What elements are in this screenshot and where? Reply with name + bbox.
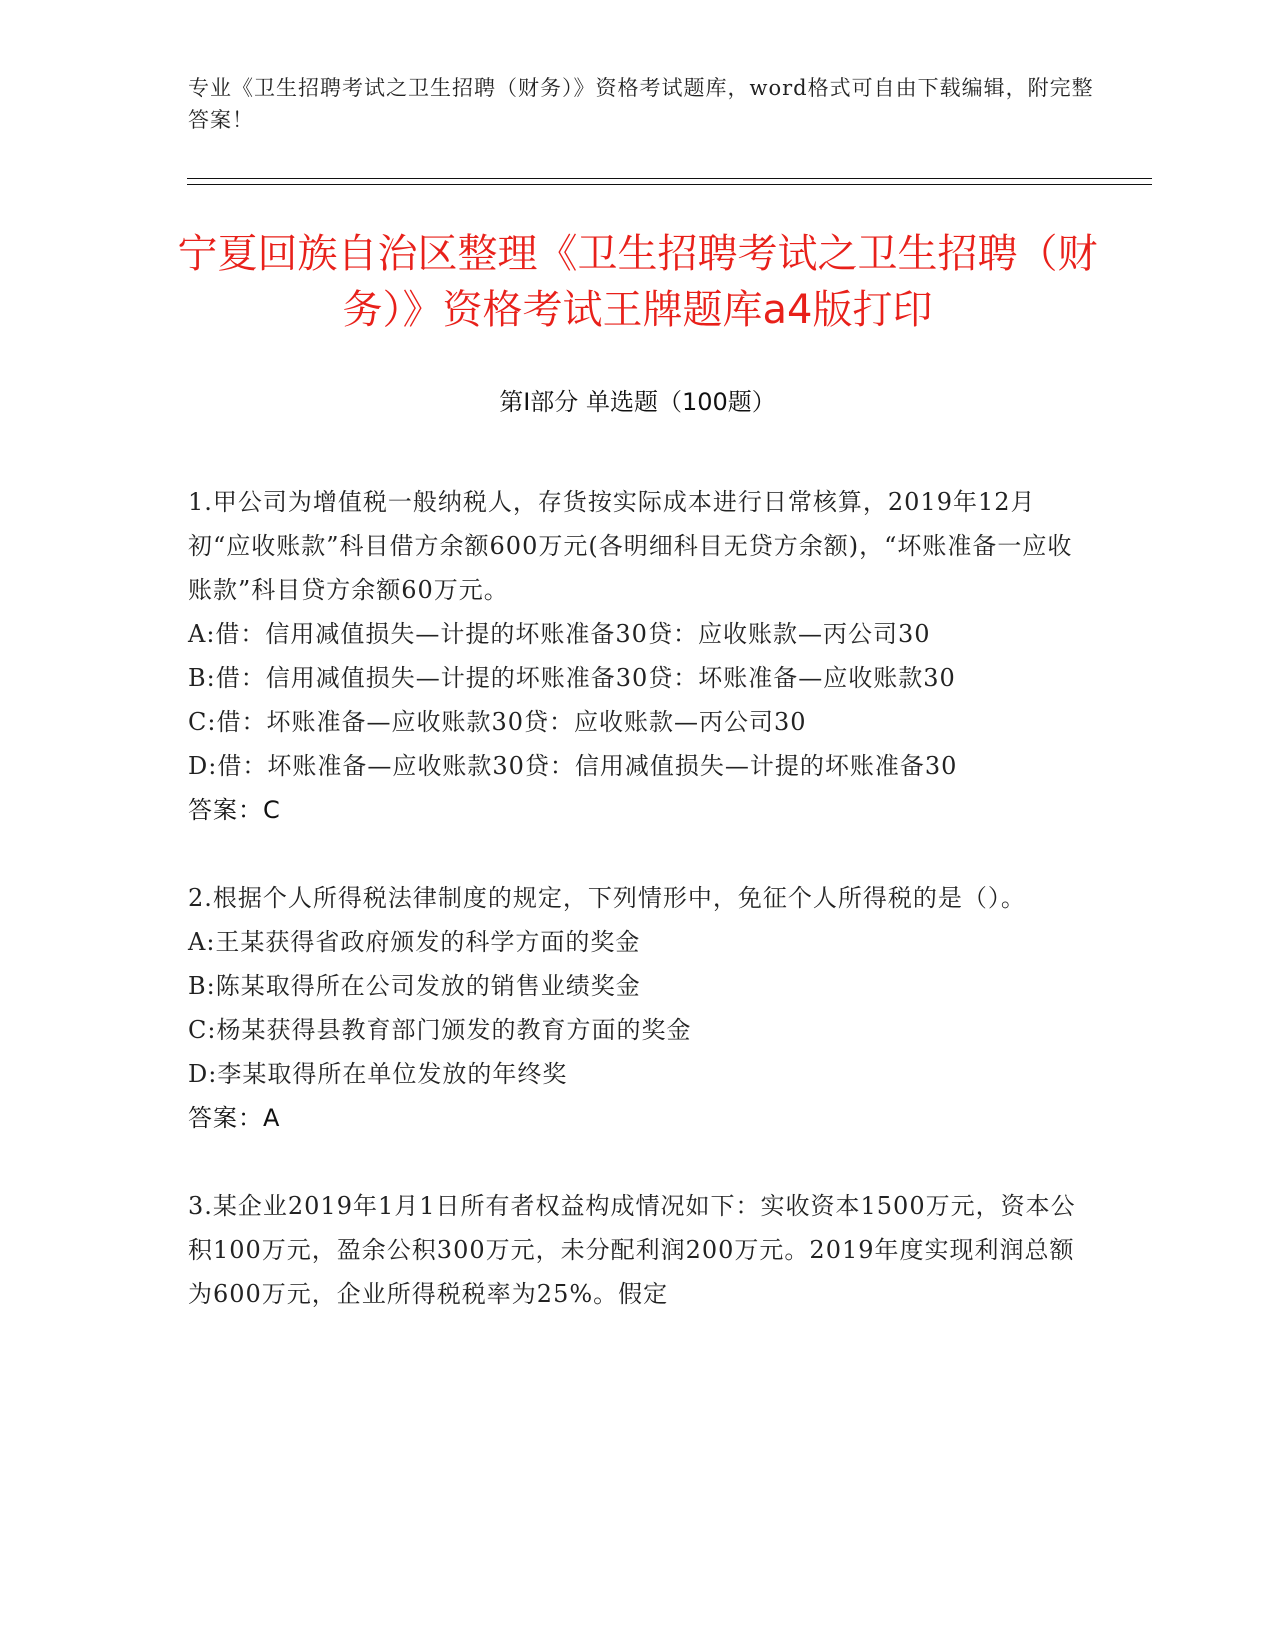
option-a: A:王某获得省政府颁发的科学方面的奖金 [188,928,641,956]
option-d: D:李某取得所在单位发放的年终奖 [188,1060,568,1088]
question-stem: 3.某企业2019年1月1日所有者权益构成情况如下：实收资本1500万元，资本公积100万元，盈余公积300万元，未分配利润200万元。2019年度实现利润总额为600万元，企业所得税税率为25%。假定 [188,1192,1076,1308]
option-d: D:借：坏账准备—应收账款30贷：信用减值损失—计提的坏账准备30 [188,752,958,780]
header-divider-top [187,178,1152,179]
section-heading: 第Ⅰ部分 单选题（100题） [499,388,776,416]
option-c: C:借：坏账准备—应收账款30贷：应收账款—丙公司30 [188,708,807,736]
option-c: C:杨某获得县教育部门颁发的教育方面的奖金 [188,1016,692,1044]
answer: 答案：C [188,796,281,824]
question-1 [188,480,1088,832]
question-list [188,480,1088,1360]
option-b: B:借：信用减值损失—计提的坏账准备30贷：坏账准备—应收账款30 [188,664,956,692]
question-stem: 1.甲公司为增值税一般纳税人，存货按实际成本进行日常核算，2019年12月初“应收账款”科目借方余额600万元(各明细科目无贷方余额)，“坏账准备一应收账款”科目贷方余额60万元。 [188,488,1073,604]
question-3 [188,1184,1088,1316]
question-2 [188,876,1088,1140]
option-b: B:陈某取得所在公司发放的销售业绩奖金 [188,972,641,1000]
header-note: 专业《卫生招聘考试之卫生招聘（财务）》资格考试题库，word格式可自由下载编辑，附完整答案！ [188,76,1094,132]
header-divider-bottom [187,184,1152,185]
question-stem: 2.根据个人所得税法律制度的规定，下列情形中，免征个人所得税的是（）。 [188,884,1026,912]
option-a: A:借：信用减值损失—计提的坏账准备30贷：应收账款—丙公司30 [188,620,931,648]
document-title: 宁夏回族自治区整理《卫生招聘考试之卫生招聘（财务）》资格考试王牌题库a4版打印 [177,231,1098,333]
answer: 答案：A [188,1104,281,1132]
